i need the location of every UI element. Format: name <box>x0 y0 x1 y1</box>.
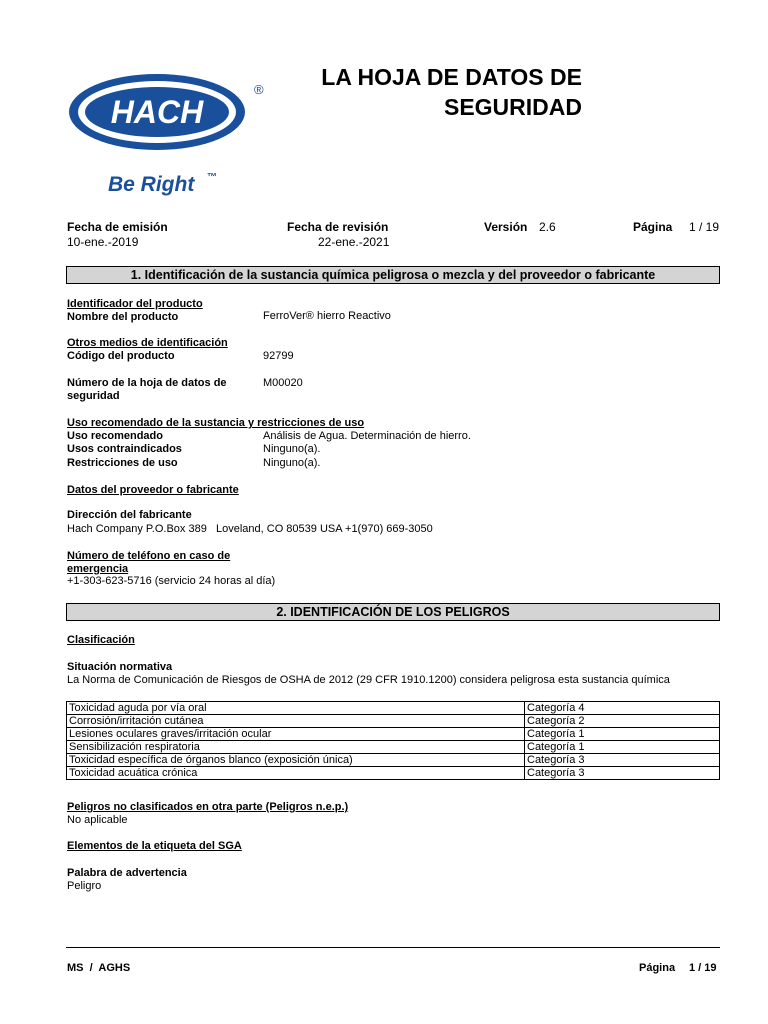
product-code-label: Código del producto <box>67 350 175 362</box>
regulatory-status-value: La Norma de Comunicación de Riesgos de OSHA de 2012 (29 CFR 1910.1200) considera peligrosa esta sustancia química <box>67 674 670 686</box>
document-title <box>292 62 582 122</box>
not-classified-value: No aplicable <box>67 814 128 826</box>
product-name-label: Nombre del producto <box>67 311 179 323</box>
label-elements-heading: Elementos de la etiqueta del SGA <box>67 840 242 852</box>
hazard-name: Toxicidad aguda por vía oral <box>67 702 525 715</box>
hazard-name: Lesiones oculares graves/irritación ocular <box>67 728 525 741</box>
issue-date-value: 10-ene.-2019 <box>67 235 139 249</box>
hazard-row <box>67 728 720 741</box>
hazard-category: Categoría 3 <box>525 767 720 780</box>
hach-logo <box>66 72 274 200</box>
logo-tagline: Be Right <box>108 173 195 196</box>
product-identifier-heading: Identificador del producto <box>67 298 203 310</box>
sds-number-label-2: seguridad <box>67 390 120 402</box>
revision-date-label: Fecha de revisión <box>287 220 389 234</box>
hazard-classification-table <box>66 701 720 780</box>
footer-page-label: Página <box>639 962 676 974</box>
hazard-category: Categoría 1 <box>525 728 720 741</box>
sds-number-value: M00020 <box>263 377 303 389</box>
hazard-category: Categoría 2 <box>525 715 720 728</box>
manufacturer-address-label: Dirección del fabricante <box>67 509 192 521</box>
sds-number-label-1: Número de la hoja de datos de <box>67 377 227 389</box>
revision-date-value: 22-ene.-2021 <box>318 235 390 249</box>
title-line-1: LA HOJA DE DATOS DE <box>321 64 582 90</box>
supplier-heading: Datos del proveedor o fabricante <box>67 484 239 496</box>
footer-divider <box>66 947 720 948</box>
registered-mark: ® <box>254 82 264 97</box>
hazard-name: Toxicidad acuática crónica <box>67 767 525 780</box>
footer-page-value: 1 / 19 <box>689 962 717 974</box>
restrictions-value: Ninguno(a). <box>263 457 321 469</box>
hazard-name: Toxicidad específica de órganos blanco (exposición única) <box>67 754 525 767</box>
recommended-use-label: Uso recomendado <box>67 430 163 442</box>
hazard-category: Categoría 1 <box>525 741 720 754</box>
emergency-phone-label-1: Número de teléfono en caso de <box>67 550 231 562</box>
section-1-header: 1. Identificación de la sustancia química peligrosa o mezcla y del proveedor o fabricante <box>66 266 720 284</box>
title-line-2: SEGURIDAD <box>443 94 582 120</box>
signal-word-label: Palabra de advertencia <box>67 867 187 879</box>
hazard-row <box>67 741 720 754</box>
recommended-use-value: Análisis de Agua. Determinación de hierro. <box>263 430 471 442</box>
signal-word-value: Peligro <box>67 880 102 892</box>
restrictions-label: Restricciones de uso <box>67 457 178 469</box>
version-label: Versión <box>484 220 528 234</box>
hazard-row <box>67 767 720 780</box>
version-value: 2.6 <box>539 220 556 234</box>
product-name-value: FerroVer® hierro Reactivo <box>263 310 391 322</box>
other-means-heading: Otros medios de identificación <box>67 337 228 349</box>
issue-date-label: Fecha de emisión <box>67 220 168 234</box>
not-classified-label: Peligros no clasificados en otra parte (Peligros n.e.p.) <box>67 801 349 813</box>
product-code-value: 92799 <box>263 350 294 362</box>
page-value: 1 / 19 <box>689 220 720 234</box>
hazard-row <box>67 754 720 767</box>
classification-heading: Clasificación <box>67 634 135 646</box>
trademark-mark: ™ <box>207 172 217 183</box>
manufacturer-address-value: Hach Company P.O.Box 389 Loveland, CO 80539 USA +1(970) 669-3050 <box>67 523 433 535</box>
logo-brand-text: HACH <box>110 94 204 130</box>
regulatory-status-label: Situación normativa <box>67 661 173 673</box>
emergency-phone-label-2: emergencia <box>67 563 129 575</box>
use-heading: Uso recomendado de la sustancia y restricciones de uso <box>67 417 365 429</box>
contraindicated-uses-value: Ninguno(a). <box>263 443 321 455</box>
hazard-row <box>67 715 720 728</box>
hazard-name: Corrosión/irritación cutánea <box>67 715 525 728</box>
footer-left: MS / AGHS <box>67 962 131 974</box>
section-2-header: 2. IDENTIFICACIÓN DE LOS PELIGROS <box>66 603 720 621</box>
contraindicated-uses-label: Usos contraindicados <box>67 443 182 455</box>
hazard-name: Sensibilización respiratoria <box>67 741 525 754</box>
emergency-phone-value: +1-303-623-5716 (servicio 24 horas al día) <box>67 575 276 587</box>
hazard-row <box>67 702 720 715</box>
hazard-category: Categoría 4 <box>525 702 720 715</box>
hazard-category: Categoría 3 <box>525 754 720 767</box>
page-label: Página <box>633 220 673 234</box>
